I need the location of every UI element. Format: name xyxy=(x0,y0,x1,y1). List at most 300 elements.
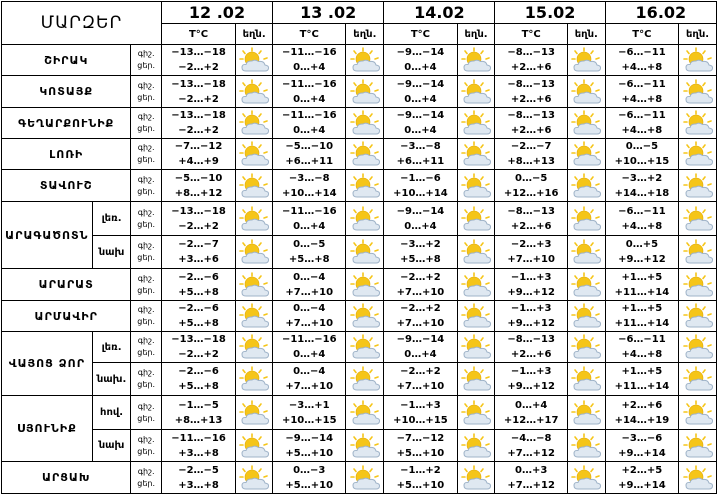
weather-icon-cell xyxy=(679,363,717,396)
weather-icon-cell xyxy=(457,430,495,462)
night-temperature: −2…+2 xyxy=(400,366,441,377)
night-temperature: +1…+5 xyxy=(621,303,663,314)
partly-cloudy-icon xyxy=(348,303,382,329)
day-temperature: +9…+12 xyxy=(507,286,555,298)
day-temperature: +6…+11 xyxy=(396,156,445,167)
temperature-cell xyxy=(273,45,346,76)
partly-cloudy-icon xyxy=(459,465,493,491)
night-temperature: −3…−6 xyxy=(621,432,663,444)
night-temperature: −6…−11 xyxy=(618,334,666,345)
temperature-cell xyxy=(495,332,567,363)
region-row xyxy=(2,462,717,494)
night-temperature: −1…−5 xyxy=(178,399,219,411)
partly-cloudy-icon xyxy=(459,334,493,360)
partly-cloudy-icon xyxy=(569,465,603,491)
night-label: գիշ. xyxy=(137,112,155,121)
weather-icon-cell xyxy=(236,45,273,76)
night-label: գիշ. xyxy=(137,273,155,283)
partly-cloudy-icon xyxy=(681,366,715,392)
temperature-cell xyxy=(384,108,457,139)
temperature-cell xyxy=(384,462,457,494)
night-day-labels xyxy=(131,430,162,462)
weather-icon-cell xyxy=(236,108,273,139)
temperature-header: T°C xyxy=(495,24,567,45)
partly-cloudy-icon xyxy=(569,173,603,199)
region-name: ՏԱՎՈՒՇ xyxy=(2,170,131,202)
day-temperature: +7…+12 xyxy=(507,447,555,459)
weather-icon-header: եղն. xyxy=(236,24,273,45)
day-temperature: +7…+10 xyxy=(285,318,334,329)
temperature-cell xyxy=(384,202,457,236)
day-temperature: +9…+14 xyxy=(618,479,666,491)
region-row xyxy=(2,108,717,139)
temperature-cell xyxy=(384,269,457,301)
partly-cloudy-icon xyxy=(348,47,382,73)
night-day-labels xyxy=(131,45,162,76)
day-temperature: 0…+4 xyxy=(404,62,437,73)
day-temperature: +9…+12 xyxy=(618,254,666,265)
weather-icon-cell xyxy=(457,462,495,494)
partly-cloudy-icon xyxy=(237,465,271,491)
weather-icon-cell xyxy=(346,170,384,202)
day-temperature: +14…+18 xyxy=(614,187,670,199)
partly-cloudy-icon xyxy=(569,366,603,392)
night-label: գիշ. xyxy=(137,207,155,217)
day-label: ցեր. xyxy=(137,219,156,229)
night-temperature: −1…+2 xyxy=(400,464,441,476)
partly-cloudy-icon xyxy=(569,47,603,73)
partly-cloudy-icon xyxy=(569,79,603,105)
region-row xyxy=(2,45,717,76)
region-row xyxy=(2,363,717,396)
partly-cloudy-icon xyxy=(237,47,271,73)
partly-cloudy-icon xyxy=(348,239,382,265)
day-temperature: +7…+10 xyxy=(396,286,445,298)
partly-cloudy-icon xyxy=(459,272,493,298)
region-name: ԿՈՏԱՅՔ xyxy=(2,76,131,108)
day-label: ցեր. xyxy=(137,61,156,70)
weather-icon-cell xyxy=(567,76,605,108)
partly-cloudy-icon xyxy=(237,334,271,360)
day-label: ցեր. xyxy=(137,380,156,389)
night-day-labels xyxy=(131,301,162,332)
weather-icon-cell xyxy=(236,462,273,494)
weather-icon-header: եղն. xyxy=(457,24,495,45)
partly-cloudy-icon xyxy=(459,206,493,232)
night-temperature: −13…−18 xyxy=(171,205,226,217)
day-temperature: 0…+4 xyxy=(293,125,326,136)
weather-icon-cell xyxy=(457,301,495,332)
night-temperature: −2…−7 xyxy=(178,239,219,250)
partly-cloudy-icon xyxy=(681,239,715,265)
day-temperature: +5…+10 xyxy=(285,447,334,459)
day-temperature: +11…+14 xyxy=(614,381,670,392)
weather-icon-cell xyxy=(346,76,384,108)
day-temperature: +12…+17 xyxy=(503,414,559,426)
subregion-name: հով. xyxy=(92,396,131,430)
partly-cloudy-icon xyxy=(237,141,271,167)
weather-icon-header: եղն. xyxy=(567,24,605,45)
weather-icon-cell xyxy=(457,396,495,430)
weather-forecast-table xyxy=(1,1,717,494)
night-temperature: −6…−11 xyxy=(618,110,666,121)
day-temperature: +2…+6 xyxy=(510,220,552,232)
temperature-cell xyxy=(605,332,678,363)
weather-icon-cell xyxy=(567,45,605,76)
night-temperature: −6…−11 xyxy=(618,205,666,217)
temperature-cell xyxy=(495,462,567,494)
temperature-cell xyxy=(605,170,678,202)
partly-cloudy-icon xyxy=(348,110,382,136)
weather-icon-cell xyxy=(236,269,273,301)
partly-cloudy-icon xyxy=(459,303,493,329)
partly-cloudy-icon xyxy=(681,79,715,105)
region-row xyxy=(2,269,717,301)
partly-cloudy-icon xyxy=(569,239,603,265)
night-temperature: −9…−14 xyxy=(396,205,445,217)
partly-cloudy-icon xyxy=(569,303,603,329)
day-label: ցեր. xyxy=(137,317,156,326)
region-row xyxy=(2,430,717,462)
temperature-cell xyxy=(161,301,235,332)
temperature-cell xyxy=(605,108,678,139)
weather-icon-header: եղն. xyxy=(679,24,717,45)
date-header: 16.02 xyxy=(605,2,716,24)
subregion-name: լեռ. xyxy=(92,202,131,236)
temperature-cell xyxy=(495,45,567,76)
partly-cloudy-icon xyxy=(681,334,715,360)
weather-icon-cell xyxy=(457,76,495,108)
temperature-cell xyxy=(384,332,457,363)
weather-icon-cell xyxy=(346,301,384,332)
region-row xyxy=(2,332,717,363)
temperature-header: T°C xyxy=(273,24,346,45)
temperature-cell xyxy=(384,76,457,108)
weather-icon-cell xyxy=(679,108,717,139)
partly-cloudy-icon xyxy=(569,272,603,298)
weather-icon-cell xyxy=(236,76,273,108)
partly-cloudy-icon xyxy=(459,433,493,459)
partly-cloudy-icon xyxy=(681,173,715,199)
day-temperature: +7…+10 xyxy=(285,381,334,392)
weather-icon-cell xyxy=(679,170,717,202)
day-temperature: +7…+10 xyxy=(507,254,555,265)
night-temperature: −11…−16 xyxy=(281,78,337,90)
region-name: ԱՐԱՐԱՏ xyxy=(2,269,131,301)
partly-cloudy-icon xyxy=(348,366,382,392)
temperature-cell xyxy=(605,45,678,76)
weather-icon-header: եղն. xyxy=(346,24,384,45)
temperature-cell xyxy=(273,332,346,363)
night-temperature: −1…+3 xyxy=(510,303,552,314)
weather-icon-cell xyxy=(457,202,495,236)
night-temperature: −4…−8 xyxy=(510,432,552,444)
temperature-cell xyxy=(161,236,235,269)
day-temperature: +9…+12 xyxy=(507,318,555,329)
night-day-labels xyxy=(131,139,162,170)
night-label: գիշ. xyxy=(137,241,155,250)
day-temperature: +5…+8 xyxy=(288,254,330,265)
weather-icon-cell xyxy=(567,269,605,301)
partly-cloudy-icon xyxy=(681,465,715,491)
weather-icon-cell xyxy=(457,363,495,396)
weather-icon-cell xyxy=(236,301,273,332)
day-temperature: 0…+4 xyxy=(293,62,326,73)
night-day-labels xyxy=(131,76,162,108)
weather-icon-cell xyxy=(346,108,384,139)
partly-cloudy-icon xyxy=(459,141,493,167)
subregion-name: նախ xyxy=(92,430,131,462)
day-label: ցեր. xyxy=(137,186,156,196)
partly-cloudy-icon xyxy=(569,400,603,426)
weather-icon-cell xyxy=(236,363,273,396)
temperature-cell xyxy=(495,76,567,108)
temperature-cell xyxy=(605,236,678,269)
partly-cloudy-icon xyxy=(348,173,382,199)
night-temperature: −7…−12 xyxy=(396,432,445,444)
day-temperature: +5…+8 xyxy=(400,254,441,265)
temperature-cell xyxy=(161,170,235,202)
weather-icon-cell xyxy=(679,236,717,269)
temperature-cell xyxy=(605,301,678,332)
weather-icon-cell xyxy=(679,430,717,462)
region-row xyxy=(2,76,717,108)
night-temperature: −2…+2 xyxy=(400,303,441,314)
partly-cloudy-icon xyxy=(569,110,603,136)
temperature-cell xyxy=(273,202,346,236)
day-temperature: +8…+13 xyxy=(174,414,223,426)
partly-cloudy-icon xyxy=(681,433,715,459)
temperature-cell xyxy=(495,170,567,202)
night-day-labels xyxy=(131,108,162,139)
night-day-labels xyxy=(131,170,162,202)
day-temperature: −2…+2 xyxy=(178,93,219,105)
day-temperature: +7…+10 xyxy=(285,286,334,298)
day-temperature: +2…+6 xyxy=(510,125,552,136)
partly-cloudy-icon xyxy=(681,303,715,329)
day-label: ցեր. xyxy=(137,348,156,357)
temperature-cell xyxy=(273,76,346,108)
day-temperature: 0…+4 xyxy=(293,349,326,360)
temperature-cell xyxy=(273,396,346,430)
night-temperature: −9…−14 xyxy=(285,432,334,444)
day-temperature: 0…+4 xyxy=(404,349,437,360)
partly-cloudy-icon xyxy=(681,272,715,298)
weather-icon-cell xyxy=(236,170,273,202)
night-temperature: −11…−16 xyxy=(171,432,226,444)
day-temperature: +7…+10 xyxy=(396,318,445,329)
temperature-cell xyxy=(384,170,457,202)
night-temperature: +1…+5 xyxy=(621,366,663,377)
day-temperature: +3…+6 xyxy=(178,254,219,265)
weather-icon-cell xyxy=(346,396,384,430)
region-name: ՇԻՐԱԿ xyxy=(2,45,131,76)
night-temperature: −9…−14 xyxy=(396,47,445,58)
temperature-cell xyxy=(384,396,457,430)
day-temperature: +4…+8 xyxy=(621,220,663,232)
weather-icon-cell xyxy=(567,430,605,462)
region-name: ԼՈՌԻ xyxy=(2,139,131,170)
day-temperature: +6…+11 xyxy=(285,156,334,167)
temperature-cell xyxy=(495,202,567,236)
night-temperature: −13…−18 xyxy=(171,334,226,345)
weather-icon-cell xyxy=(236,396,273,430)
temperature-cell xyxy=(384,363,457,396)
day-temperature: −2…+2 xyxy=(178,62,219,73)
day-temperature: −2…+2 xyxy=(178,220,219,232)
day-temperature: −2…+2 xyxy=(178,349,219,360)
weather-icon-cell xyxy=(567,396,605,430)
day-temperature: +2…+6 xyxy=(510,62,552,73)
partly-cloudy-icon xyxy=(348,141,382,167)
night-temperature: −8…−13 xyxy=(507,78,555,90)
night-temperature: −1…+3 xyxy=(510,271,552,283)
temperature-cell xyxy=(273,170,346,202)
night-day-labels xyxy=(131,462,162,494)
night-temperature: −2…+2 xyxy=(400,271,441,283)
night-temperature: +2…+6 xyxy=(621,399,663,411)
temperature-header: T°C xyxy=(384,24,457,45)
night-label: գիշ. xyxy=(137,466,155,476)
weather-icon-cell xyxy=(346,363,384,396)
night-temperature: −8…−13 xyxy=(507,47,555,58)
partly-cloudy-icon xyxy=(237,272,271,298)
weather-icon-cell xyxy=(236,236,273,269)
weather-icon-cell xyxy=(567,202,605,236)
night-temperature: 0…−5 xyxy=(293,239,326,250)
partly-cloudy-icon xyxy=(569,141,603,167)
night-temperature: 0…−3 xyxy=(293,464,326,476)
weather-icon-cell xyxy=(679,202,717,236)
night-temperature: 0…−5 xyxy=(625,141,659,152)
weather-icon-cell xyxy=(567,170,605,202)
weather-icon-cell xyxy=(346,269,384,301)
weather-icon-cell xyxy=(346,45,384,76)
partly-cloudy-icon xyxy=(681,400,715,426)
temperature-cell xyxy=(161,108,235,139)
day-temperature: +7…+10 xyxy=(396,381,445,392)
day-label: ցեր. xyxy=(137,413,156,423)
region-row xyxy=(2,202,717,236)
temperature-cell xyxy=(161,45,235,76)
weather-icon-cell xyxy=(236,430,273,462)
weather-icon-cell xyxy=(567,139,605,170)
region-name: ՍՅՈՒՆԻՔ xyxy=(2,396,93,462)
day-temperature: 0…+4 xyxy=(404,125,437,136)
day-temperature: +10…+15 xyxy=(614,156,670,167)
night-temperature: 0…+3 xyxy=(515,464,548,476)
day-temperature: +10…+14 xyxy=(393,187,448,199)
night-temperature: −2…−6 xyxy=(178,271,219,283)
day-temperature: +10…+15 xyxy=(281,414,337,426)
partly-cloudy-icon xyxy=(237,79,271,105)
day-temperature: +4…+8 xyxy=(621,125,663,136)
temperature-cell xyxy=(273,301,346,332)
day-temperature: −2…+2 xyxy=(178,125,219,136)
date-header: 13 .02 xyxy=(273,2,384,24)
partly-cloudy-icon xyxy=(237,433,271,459)
weather-icon-cell xyxy=(346,332,384,363)
region-row xyxy=(2,301,717,332)
night-temperature: −9…−14 xyxy=(396,110,445,121)
temperature-cell xyxy=(273,430,346,462)
night-label: գիշ. xyxy=(137,49,155,58)
night-temperature: −13…−18 xyxy=(171,47,226,58)
region-row xyxy=(2,139,717,170)
night-temperature: −11…−16 xyxy=(281,205,337,217)
day-temperature: +4…+9 xyxy=(178,156,219,167)
day-temperature: +4…+8 xyxy=(621,93,663,105)
temperature-cell xyxy=(495,269,567,301)
temperature-cell xyxy=(495,363,567,396)
subregion-name: նախ xyxy=(92,236,131,269)
temperature-cell xyxy=(605,396,678,430)
partly-cloudy-icon xyxy=(681,47,715,73)
weather-icon-cell xyxy=(679,269,717,301)
temperature-cell xyxy=(605,139,678,170)
day-label: ցեր. xyxy=(137,155,156,164)
day-temperature: 0…+4 xyxy=(404,220,437,232)
night-temperature: −7…−12 xyxy=(174,141,223,152)
night-label: գիշ. xyxy=(137,305,155,314)
night-day-labels xyxy=(131,202,162,236)
weather-icon-cell xyxy=(346,430,384,462)
day-temperature: +5…+8 xyxy=(178,286,219,298)
subregion-name: նախ. xyxy=(92,363,131,396)
night-temperature: −2…+3 xyxy=(510,239,552,250)
temperature-cell xyxy=(273,363,346,396)
weather-icon-cell xyxy=(346,202,384,236)
temperature-cell xyxy=(161,430,235,462)
day-temperature: 0…+4 xyxy=(293,93,326,105)
night-label: գիշ. xyxy=(137,143,155,152)
temperature-cell xyxy=(161,202,235,236)
night-temperature: −6…−11 xyxy=(618,78,666,90)
weather-icon-cell xyxy=(236,332,273,363)
date-header: 14.02 xyxy=(384,2,495,24)
night-temperature: −3…+2 xyxy=(400,239,441,250)
weather-icon-cell xyxy=(346,139,384,170)
partly-cloudy-icon xyxy=(459,173,493,199)
night-label: գիշ. xyxy=(137,401,155,411)
weather-icon-cell xyxy=(457,170,495,202)
partly-cloudy-icon xyxy=(569,206,603,232)
partly-cloudy-icon xyxy=(237,400,271,426)
temperature-header: T°C xyxy=(605,24,678,45)
partly-cloudy-icon xyxy=(348,206,382,232)
region-column-header: ՄԱՐԶԵՐ xyxy=(2,2,162,45)
temperature-cell xyxy=(273,139,346,170)
partly-cloudy-icon xyxy=(237,110,271,136)
day-temperature: +8…+12 xyxy=(174,187,223,199)
weather-icon-cell xyxy=(679,462,717,494)
weather-icon-cell xyxy=(236,139,273,170)
region-name: ԱՐԱԳԱԾՈՏՆ xyxy=(2,202,93,269)
day-temperature: +5…+8 xyxy=(178,381,219,392)
night-temperature: −11…−16 xyxy=(281,110,337,121)
weather-icon-cell xyxy=(457,269,495,301)
night-temperature: −8…−13 xyxy=(507,110,555,121)
weather-icon-cell xyxy=(567,462,605,494)
partly-cloudy-icon xyxy=(459,239,493,265)
temperature-cell xyxy=(273,236,346,269)
night-temperature: −2…−6 xyxy=(178,366,219,377)
partly-cloudy-icon xyxy=(459,366,493,392)
night-temperature: −8…−13 xyxy=(507,205,555,217)
day-temperature: +5…+10 xyxy=(396,447,445,459)
temperature-cell xyxy=(273,108,346,139)
day-temperature: 0…+4 xyxy=(404,93,437,105)
